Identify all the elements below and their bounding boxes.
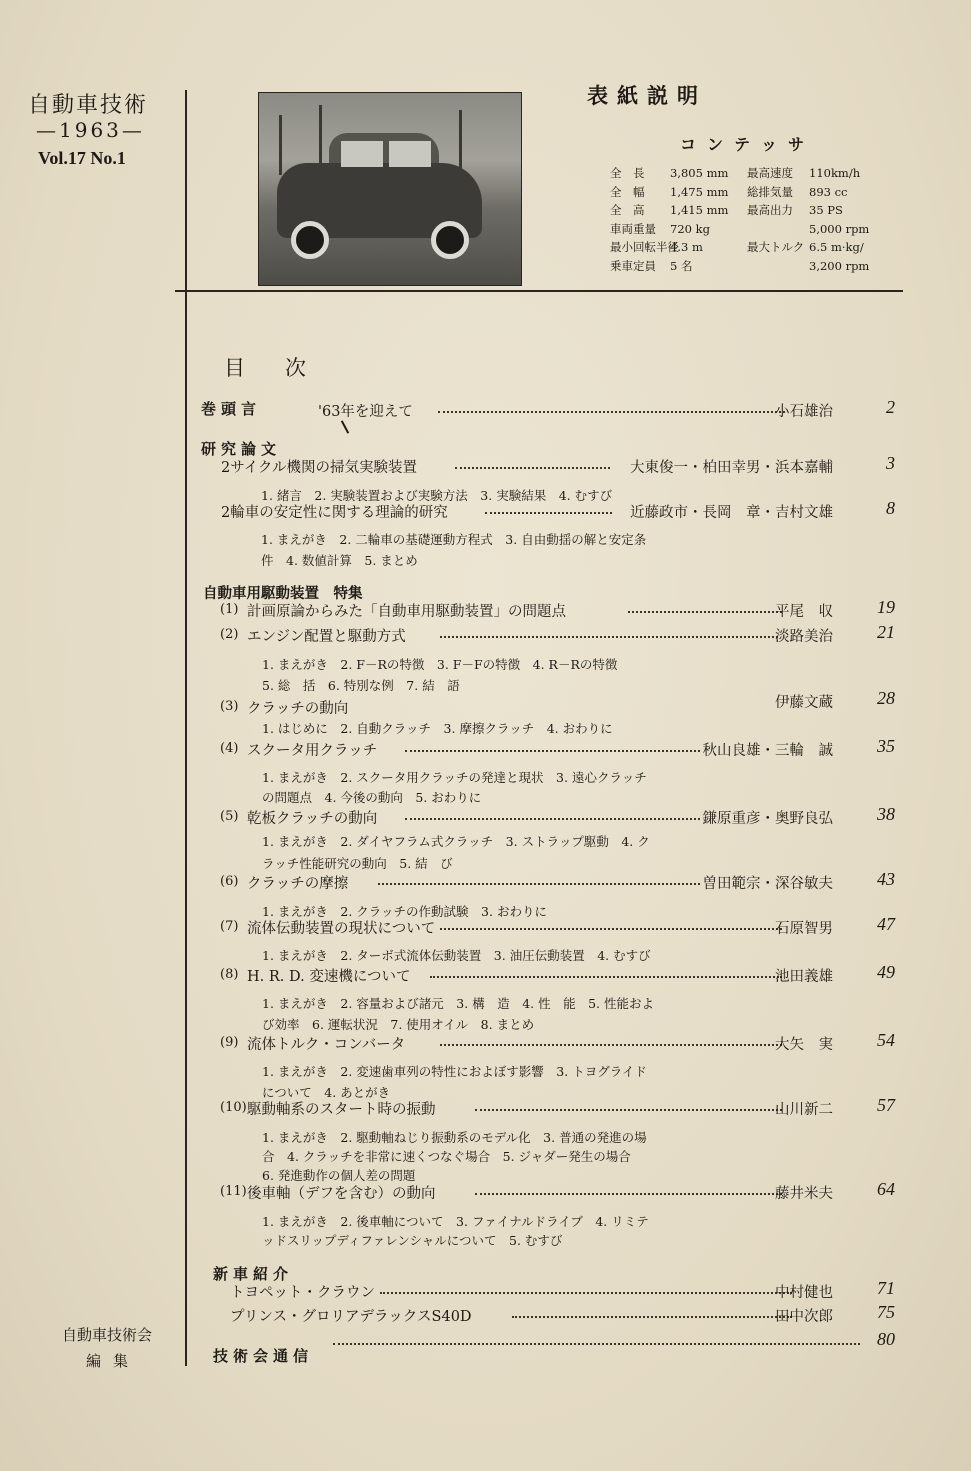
- toc-entry-page: 80: [877, 1329, 895, 1349]
- leader-dots: [333, 1332, 860, 1345]
- toc-entry-page: 21: [877, 622, 895, 642]
- toc-entry-title: スクータ用クラッチ: [247, 743, 378, 759]
- toc-subsection: 5. 総 括 6. 特別な例 7. 結 語: [262, 678, 460, 693]
- toc-entry-author: 淡路美治: [775, 629, 833, 645]
- toc-item-number: (9): [220, 1035, 239, 1050]
- spec-row: [610, 257, 890, 276]
- toc-entry-title: 後車軸（デフを含む）の動向: [247, 1186, 436, 1202]
- toc-entry-title: 2サイクル機関の掃気実験装置: [221, 460, 417, 476]
- toc-entry-page: 54: [877, 1030, 895, 1050]
- toc-entry-author: 近藤政市・長岡 章・吉村文雄: [630, 505, 833, 521]
- toc-entry: [0, 962, 905, 987]
- toc-entry-author: 田中次郎: [775, 1309, 833, 1325]
- toc-entry-title: プリンス・グロリアデラックスS40D: [230, 1309, 472, 1325]
- toc-subsection: について 4. あとがき: [262, 1085, 391, 1100]
- toc-subsection: 1. まえがき 2. 後車軸について 3. ファイナルドライブ 4. リミテ: [262, 1214, 649, 1229]
- toc-subsection: 6. 発進動作の個人差の問題: [262, 1168, 416, 1183]
- tree-trunk: [279, 115, 282, 175]
- spec-row: [610, 183, 890, 202]
- toc-entry-page: 38: [877, 804, 895, 824]
- toc-entry-title: 駆動軸系のスタート時の振動: [247, 1102, 436, 1118]
- toc-entry: [0, 1095, 905, 1120]
- spec-value: 6.5 m·kg/: [809, 240, 864, 255]
- cover-car-photo: [258, 92, 522, 286]
- toc-entry-page: 43: [877, 869, 895, 889]
- toc-entry-title: 乾板クラッチの動向: [247, 811, 378, 827]
- spec-value: 3,200 rpm: [809, 258, 870, 273]
- toc-entry: [0, 736, 905, 761]
- spec-value: 720 kg: [670, 221, 710, 236]
- toc-entry-author: 藤井米夫: [775, 1186, 833, 1202]
- toc-subsection: 件 4. 数値計算 5. まとめ: [261, 553, 418, 568]
- spec-value: 3,805 mm: [670, 166, 729, 180]
- toc-subsection: ッドスリップディファレンシャルについて 5. むすび: [262, 1233, 563, 1248]
- spec-label: 最小回転半径: [610, 240, 679, 255]
- toc-entry-title: H. R. D. 変速機について: [247, 969, 411, 985]
- toc-item-number: (4): [220, 741, 239, 756]
- toc-entry: [0, 1030, 905, 1055]
- toc-entry-author: 伊藤文蔵: [775, 695, 833, 711]
- section-label-preface: 巻頭言: [201, 400, 262, 418]
- toc-entry-page: 64: [877, 1179, 895, 1199]
- spec-label: 最高速度: [747, 166, 793, 180]
- toc-subsection: ラッチ性能研究の動向 5. 結 び: [262, 856, 453, 871]
- leader-dots: [440, 1033, 782, 1046]
- car-window: [341, 141, 383, 167]
- section-label-special: 自動車用駆動装置 特集: [203, 585, 363, 602]
- spec-row: [610, 220, 890, 239]
- publisher-role: 編集: [86, 1352, 141, 1370]
- toc-item-number: (8): [220, 967, 239, 982]
- toc-entry-author: 中村健也: [775, 1285, 833, 1301]
- section-label-newcars: 新車紹介: [213, 1265, 294, 1283]
- toc-entry-title: クラッチの動向: [247, 701, 349, 717]
- toc-entry-page: 47: [877, 914, 895, 934]
- toc-subsection: 1. まえがき 2. クラッチの作動試験 3. おわりに: [262, 904, 547, 919]
- toc-entry-author: 池田義雄: [775, 969, 833, 985]
- spec-label: 全 長: [610, 166, 645, 180]
- toc-item-number: (6): [220, 874, 239, 889]
- toc-subsection: 1. 緒言 2. 実験装置および実験方法 3. 実験結果 4. むすび: [261, 488, 613, 503]
- leader-dots: [438, 400, 785, 413]
- section-label-research: 研究論文: [201, 440, 282, 458]
- spec-row: [610, 164, 890, 183]
- toc-entry-page: 49: [877, 962, 895, 982]
- toc-item-number: (5): [220, 809, 239, 824]
- toc-entry-author: 鎌原重彦・奥野良弘: [702, 811, 833, 827]
- toc-subsection: 1. はじめに 2. 自動クラッチ 3. 摩擦クラッチ 4. おわりに: [262, 721, 613, 736]
- spec-value: 893 cc: [809, 184, 848, 199]
- toc-entry: [0, 914, 905, 939]
- toc-entry-author: 山川新二: [775, 1102, 833, 1118]
- leader-dots: [485, 501, 612, 514]
- car-wheel: [431, 221, 469, 259]
- leader-dots: [440, 917, 782, 930]
- toc-subsection: び効率 6. 運転状況 7. 使用オイル 8. まとめ: [262, 1017, 535, 1032]
- leader-dots: [440, 625, 778, 638]
- toc-entry-author: 曽田範宗・深谷敏夫: [702, 876, 833, 892]
- toc-entry-author: 秋山良雄・三輪 誠: [702, 743, 833, 759]
- toc-entry: [0, 1302, 905, 1327]
- toc-entry-title: '63年を迎えて: [318, 404, 413, 420]
- spec-label: 全 高: [610, 203, 645, 218]
- toc-entry: [0, 1329, 905, 1354]
- toc-entry-page: 2: [886, 397, 895, 417]
- spec-row: [610, 201, 890, 220]
- spec-value: 110km/h: [809, 166, 861, 180]
- toc-entry: [0, 453, 905, 478]
- toc-entry: [0, 622, 905, 647]
- spec-label: 総排気量: [747, 184, 793, 199]
- toc-entry: [0, 397, 905, 422]
- toc-entry-page: 28: [877, 688, 895, 708]
- toc-entry-author: 小石雄治: [775, 404, 833, 420]
- leader-dots: [628, 600, 782, 613]
- tree-trunk: [459, 110, 462, 175]
- cover-heading: 表紙説明: [587, 83, 707, 108]
- toc-subsection: 1. まえがき 2. 駆動軸ねじり振動系のモデル化 3. 普通の発進の場: [262, 1130, 647, 1145]
- car-window: [389, 141, 431, 167]
- toc-item-number: (2): [220, 627, 239, 642]
- toc-entry-author: 大東俊一・柏田幸男・浜本嘉輔: [630, 460, 833, 476]
- leader-dots: [455, 456, 610, 469]
- toc-entry-page: 3: [886, 453, 895, 473]
- publisher-name: 自動車技術会: [62, 1326, 153, 1344]
- spec-label: 最高出力: [747, 203, 793, 218]
- toc-subsection: 合 4. クラッチを非常に速くつなぐ場合 5. ジャダー発生の場合: [262, 1149, 631, 1164]
- leader-dots: [475, 1182, 782, 1195]
- toc-item-number: (3): [220, 699, 239, 714]
- spec-value: 1,475 mm: [670, 184, 729, 199]
- spec-value: 35 PS: [809, 203, 843, 218]
- spec-label: 車両重量: [610, 221, 656, 236]
- toc-entry-page: 19: [877, 597, 895, 617]
- toc-entry-page: 71: [877, 1278, 895, 1298]
- magazine-title: 自動車技術: [28, 93, 149, 118]
- toc-subsection: 1. まえがき 2. 二輪車の基礎運動方程式 3. 自由動揺の解と安定条: [261, 532, 647, 547]
- toc-subsection: 1. まえがき 2. スクータ用クラッチの発達と現状 3. 遠心クラッチ: [262, 770, 647, 785]
- spec-label: 最大トルク: [747, 240, 805, 255]
- toc-entry-title: トヨペット・クラウン: [230, 1285, 375, 1301]
- leader-dots: [512, 1305, 792, 1318]
- car-specs-table: [610, 164, 890, 276]
- spec-label: 全 幅: [610, 184, 645, 199]
- leader-dots: [405, 807, 700, 820]
- leader-dots: [405, 739, 700, 752]
- leader-dots: [380, 1281, 792, 1294]
- toc-entry: [0, 498, 905, 523]
- toc-entry-title: 流体伝動装置の現状について: [247, 921, 436, 937]
- car-wheel: [291, 221, 329, 259]
- toc-entry-title: エンジン配置と駆動方式: [247, 629, 406, 645]
- toc-entry-author: 大矢 実: [775, 1037, 833, 1053]
- toc-entry-title: 計画原論からみた「自動車用駆動装置」の問題点: [247, 604, 566, 620]
- leader-dots: [378, 872, 700, 885]
- vertical-divider: [185, 90, 187, 1366]
- toc-entry-page: 8: [886, 498, 895, 518]
- toc-entry: [0, 597, 905, 622]
- toc-heading: 目次: [224, 356, 346, 380]
- toc-entry: [0, 697, 905, 719]
- toc-entry-page: 57: [877, 1095, 895, 1115]
- toc-subsection: 1. まえがき 2. 変速歯車列の特性におよぼす影響 3. トヨグライド: [262, 1064, 647, 1079]
- toc-item-number: (1): [220, 602, 239, 617]
- spec-label: 乗車定員: [610, 258, 656, 273]
- toc-subsection: 1. まえがき 2. F－Rの特徴 3. F－Fの特徴 4. R－Rの特徴: [262, 657, 618, 672]
- toc-entry-page: 75: [877, 1302, 895, 1322]
- toc-entry-author: 平尾 収: [775, 604, 833, 620]
- toc-entry: [0, 869, 905, 894]
- leader-dots: [475, 1098, 782, 1111]
- car-name: コンテッサ: [680, 135, 816, 154]
- toc-entry-title: クラッチの摩擦: [247, 876, 349, 892]
- magazine-volume: Vol.17 No.1: [38, 148, 126, 168]
- toc-subsection: の問題点 4. 今後の動向 5. おわりに: [262, 790, 482, 805]
- toc-entry: [0, 1179, 905, 1204]
- toc-entry-author: 石原智男: [775, 921, 833, 937]
- spec-value: 5,000 rpm: [809, 221, 870, 236]
- toc-entry: [0, 804, 905, 829]
- horizontal-divider: [175, 290, 903, 292]
- toc-entry: [0, 1278, 905, 1303]
- toc-item-number: (10): [220, 1100, 247, 1115]
- toc-entry-page: 35: [877, 736, 895, 756]
- spec-row: [610, 238, 890, 257]
- leader-dots: [430, 965, 782, 978]
- toc-entry-title: 2輪車の安定性に関する理論的研究: [221, 505, 448, 521]
- toc-subsection: 1. まえがき 2. ターボ式流体伝動装置 3. 油圧伝動装置 4. むすび: [262, 948, 651, 963]
- toc-item-number: (7): [220, 919, 239, 934]
- spec-value: 4.3 m: [670, 240, 703, 255]
- toc-entry-title: 流体トルク・コンバータ: [247, 1037, 406, 1053]
- section-label-news: 技術会通信: [213, 1347, 314, 1365]
- toc-subsection: 1. まえがき 2. 容量および諸元 3. 構 造 4. 性 能 5. 性能およ: [262, 996, 654, 1011]
- magazine-year: —1963—: [36, 118, 145, 142]
- spec-value: 1,415 mm: [670, 203, 729, 218]
- toc-subsection: 1. まえがき 2. ダイヤフラム式クラッチ 3. ストラップ駆動 4. ク: [262, 834, 650, 849]
- toc-item-number: (11): [220, 1184, 247, 1199]
- spec-value: 5 名: [670, 258, 693, 273]
